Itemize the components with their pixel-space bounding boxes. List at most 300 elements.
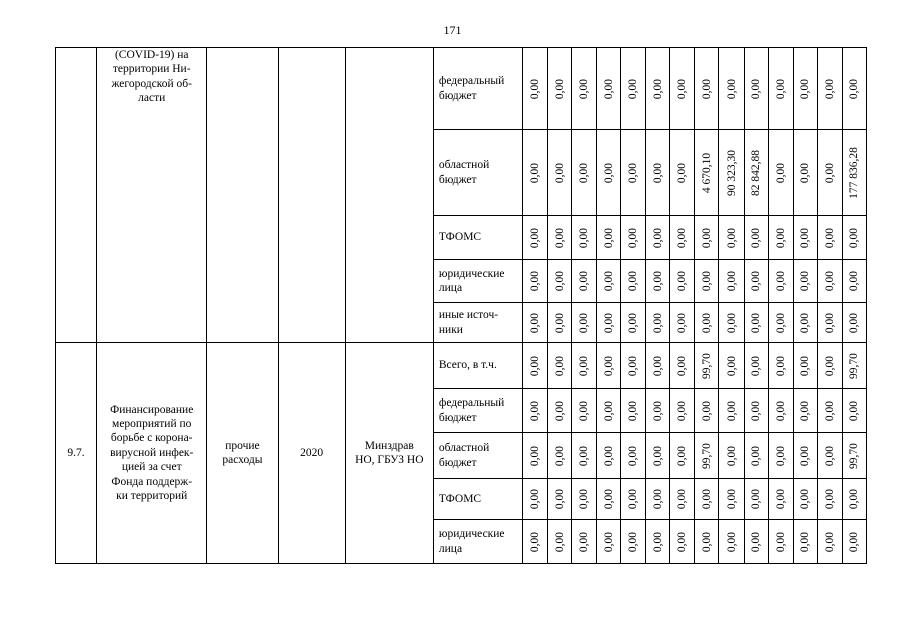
value-text: 0,00	[676, 162, 689, 183]
funding-source-cell: иные источ-ники	[433, 303, 522, 343]
row-number-cell: 9.7.	[56, 343, 97, 564]
value-cell	[597, 260, 621, 303]
value-cell	[646, 260, 670, 303]
value-text: 4 670,10	[700, 152, 713, 193]
value-cell	[597, 479, 621, 520]
value-cell	[695, 260, 719, 303]
value-cell	[523, 389, 548, 433]
value-text: 0,00	[528, 227, 541, 248]
value-cell	[646, 48, 670, 130]
value-cell	[842, 389, 866, 433]
value-text: 0,00	[774, 445, 787, 466]
value-cell	[719, 260, 744, 303]
value-cell	[646, 343, 670, 389]
value-cell	[572, 433, 597, 479]
value-cell	[744, 216, 768, 260]
value-text: 0,00	[700, 270, 713, 292]
value-cell	[793, 479, 817, 520]
value-text: 0,00	[651, 270, 664, 292]
value-cell	[719, 130, 744, 216]
table-row	[56, 343, 867, 389]
value-cell	[523, 343, 548, 389]
value-text: 0,00	[700, 78, 713, 99]
value-text: 0,00	[651, 78, 664, 99]
value-text: 0,00	[848, 270, 861, 292]
value-text: 0,00	[798, 78, 811, 99]
value-cell	[621, 433, 646, 479]
value-cell	[621, 520, 646, 564]
executor-cell	[345, 343, 433, 564]
value-text: 0,00	[651, 312, 664, 333]
value-text: 0,00	[602, 531, 615, 552]
executor-line: Минздрав	[364, 439, 414, 452]
value-cell	[768, 303, 793, 343]
measure-name-cell	[97, 343, 207, 564]
value-cell	[597, 389, 621, 433]
value-cell	[548, 216, 572, 260]
value-cell	[523, 48, 548, 130]
value-cell	[719, 48, 744, 130]
value-text: 0,00	[774, 270, 787, 292]
value-cell	[597, 520, 621, 564]
value-cell	[719, 389, 744, 433]
value-text: 0,00	[553, 270, 566, 292]
value-cell	[572, 48, 597, 130]
measure-name-line: ки территорий	[116, 489, 188, 502]
expense-type-line: прочие	[225, 439, 260, 452]
value-cell	[548, 130, 572, 216]
value-cell	[523, 260, 548, 303]
value-text: 0,00	[823, 488, 836, 510]
value-text: 0,00	[553, 488, 566, 510]
value-cell	[817, 520, 842, 564]
value-text: 0,00	[602, 78, 615, 99]
value-cell	[793, 48, 817, 130]
value-text: 0,00	[823, 162, 836, 183]
value-cell	[670, 520, 695, 564]
value-text: 0,00	[553, 400, 566, 421]
value-text: 0,00	[725, 531, 738, 552]
value-cell	[572, 260, 597, 303]
executor-line: НО, ГБУЗ НО	[355, 454, 424, 466]
measure-name-line: территории Ни-	[112, 63, 191, 76]
year-cell	[278, 48, 345, 343]
value-text: 0,00	[602, 227, 615, 248]
value-text: 0,00	[725, 400, 738, 421]
value-text: 0,00	[578, 445, 591, 466]
value-text: 0,00	[553, 227, 566, 248]
value-cell	[719, 343, 744, 389]
value-cell	[817, 479, 842, 520]
value-text: 0,00	[676, 355, 689, 376]
value-text: 0,00	[602, 400, 615, 421]
value-text: 0,00	[749, 531, 762, 552]
value-text: 0,00	[725, 488, 738, 510]
value-cell	[817, 260, 842, 303]
value-cell	[768, 130, 793, 216]
value-cell	[817, 130, 842, 216]
value-cell	[695, 48, 719, 130]
value-cell	[523, 130, 548, 216]
funding-source-cell: областной бюджет	[433, 130, 522, 216]
value-text: 0,00	[578, 400, 591, 421]
value-text: 0,00	[676, 445, 689, 466]
value-text: 0,00	[651, 162, 664, 183]
funding-source-cell: Всего, в т.ч.	[433, 343, 522, 389]
value-text: 0,00	[749, 227, 762, 248]
value-cell	[670, 389, 695, 433]
value-text: 0,00	[602, 445, 615, 466]
value-cell	[621, 260, 646, 303]
table-row	[56, 48, 867, 130]
value-cell	[621, 343, 646, 389]
value-text: 0,00	[823, 445, 836, 466]
measure-name-line: цией за счет	[121, 461, 182, 474]
value-text: 0,00	[528, 78, 541, 99]
value-text: 0,00	[627, 162, 640, 183]
value-cell	[548, 433, 572, 479]
value-text: 0,00	[578, 531, 591, 552]
value-cell	[572, 130, 597, 216]
value-text: 0,00	[602, 355, 615, 376]
value-text: 0,00	[627, 355, 640, 376]
value-text: 0,00	[602, 270, 615, 292]
row-number-cell	[56, 48, 97, 343]
value-text: 0,00	[627, 78, 640, 99]
value-text: 99,70	[848, 442, 861, 469]
value-text: 0,00	[823, 531, 836, 552]
value-cell	[842, 520, 866, 564]
value-text: 0,00	[749, 445, 762, 466]
value-text: 0,00	[749, 355, 762, 376]
value-cell	[744, 389, 768, 433]
value-cell	[744, 520, 768, 564]
measure-name-line: ласти	[138, 92, 166, 105]
value-text: 0,00	[774, 78, 787, 99]
funding-source-cell: юридические лица	[433, 260, 522, 303]
value-cell	[744, 48, 768, 130]
value-text: 0,00	[528, 531, 541, 552]
value-cell	[695, 130, 719, 216]
measure-name-line: мероприятий по	[112, 418, 192, 431]
value-text: 0,00	[749, 270, 762, 292]
value-cell	[842, 216, 866, 260]
value-cell	[523, 216, 548, 260]
value-cell	[842, 433, 866, 479]
value-cell	[768, 520, 793, 564]
value-text: 0,00	[578, 270, 591, 292]
value-cell	[646, 433, 670, 479]
value-cell	[793, 303, 817, 343]
value-cell	[621, 48, 646, 130]
value-cell	[548, 48, 572, 130]
value-cell	[597, 303, 621, 343]
value-cell	[768, 343, 793, 389]
value-text: 0,00	[848, 227, 861, 248]
value-text: 0,00	[676, 312, 689, 333]
value-cell	[670, 343, 695, 389]
value-text: 99,70	[848, 352, 861, 379]
value-text: 0,00	[848, 400, 861, 421]
value-cell	[572, 520, 597, 564]
value-cell	[817, 216, 842, 260]
measure-name-line: Финансирование	[110, 403, 194, 416]
value-cell	[793, 216, 817, 260]
funding-source-cell: областной бюджет	[433, 433, 522, 479]
value-text: 0,00	[798, 355, 811, 376]
value-text: 0,00	[553, 78, 566, 99]
value-cell	[548, 389, 572, 433]
value-cell	[695, 479, 719, 520]
value-text: 0,00	[651, 227, 664, 248]
financing-table	[55, 47, 867, 564]
value-cell	[695, 389, 719, 433]
value-cell	[597, 216, 621, 260]
value-text: 0,00	[700, 227, 713, 248]
expense-type-line: расходы	[222, 454, 263, 466]
value-text: 0,00	[676, 270, 689, 292]
value-text: 0,00	[725, 227, 738, 248]
value-cell	[572, 389, 597, 433]
value-text: 0,00	[798, 400, 811, 421]
value-cell	[621, 389, 646, 433]
value-text: 0,00	[553, 312, 566, 333]
value-text: 0,00	[627, 270, 640, 292]
value-cell	[793, 343, 817, 389]
value-text: 0,00	[700, 312, 713, 333]
value-text: 0,00	[578, 488, 591, 510]
value-text: 0,00	[578, 78, 591, 99]
funding-source-cell: ТФОМС	[433, 479, 522, 520]
value-cell	[646, 216, 670, 260]
value-cell	[548, 520, 572, 564]
value-text: 0,00	[749, 312, 762, 333]
funding-source-cell: федеральный бюджет	[433, 389, 522, 433]
value-text: 0,00	[725, 355, 738, 376]
value-cell	[621, 130, 646, 216]
value-cell	[768, 216, 793, 260]
value-text: 0,00	[848, 312, 861, 333]
value-cell	[621, 303, 646, 343]
value-text: 0,00	[848, 488, 861, 510]
value-cell	[744, 303, 768, 343]
value-text: 0,00	[823, 227, 836, 248]
expense-type-cell	[207, 343, 278, 564]
value-cell	[744, 479, 768, 520]
value-cell	[621, 216, 646, 260]
value-cell	[695, 343, 719, 389]
value-text: 0,00	[528, 270, 541, 292]
value-text: 99,70	[700, 442, 713, 469]
value-text: 90 323,30	[725, 149, 738, 196]
value-cell	[670, 216, 695, 260]
value-cell	[695, 216, 719, 260]
value-text: 0,00	[823, 400, 836, 421]
value-cell	[670, 130, 695, 216]
value-cell	[597, 433, 621, 479]
value-text: 0,00	[676, 531, 689, 552]
value-text: 0,00	[528, 445, 541, 466]
value-text: 0,00	[553, 531, 566, 552]
value-cell	[621, 479, 646, 520]
value-cell	[719, 303, 744, 343]
value-cell	[768, 260, 793, 303]
value-cell	[597, 343, 621, 389]
value-cell	[646, 520, 670, 564]
value-cell	[793, 433, 817, 479]
value-cell	[719, 520, 744, 564]
value-text: 0,00	[823, 312, 836, 333]
value-text: 0,00	[676, 488, 689, 510]
value-text: 0,00	[651, 488, 664, 510]
value-cell	[719, 479, 744, 520]
funding-source-cell: юридические лица	[433, 520, 522, 564]
value-cell	[842, 343, 866, 389]
value-cell	[842, 48, 866, 130]
value-text: 0,00	[798, 162, 811, 183]
measure-name-line: вирусной инфек-	[110, 446, 194, 459]
value-cell	[768, 479, 793, 520]
value-cell	[842, 303, 866, 343]
value-text: 0,00	[676, 400, 689, 421]
value-cell	[523, 303, 548, 343]
executor-cell	[345, 48, 433, 343]
value-text: 0,00	[774, 355, 787, 376]
value-text: 0,00	[553, 355, 566, 376]
value-cell	[768, 389, 793, 433]
value-text: 0,00	[553, 445, 566, 466]
value-cell	[597, 48, 621, 130]
value-text: 0,00	[848, 78, 861, 99]
value-text: 0,00	[528, 400, 541, 421]
value-text: 0,00	[823, 355, 836, 376]
value-text: 0,00	[798, 445, 811, 466]
value-text: 99,70	[700, 352, 713, 379]
value-text: 0,00	[725, 270, 738, 292]
value-cell	[646, 130, 670, 216]
value-text: 0,00	[651, 445, 664, 466]
value-text: 0,00	[700, 400, 713, 421]
value-cell	[572, 343, 597, 389]
value-text: 0,00	[627, 312, 640, 333]
value-cell	[719, 433, 744, 479]
value-text: 0,00	[823, 78, 836, 99]
value-cell	[572, 216, 597, 260]
value-text: 0,00	[651, 400, 664, 421]
value-text: 0,00	[627, 488, 640, 510]
measure-name-line: жегородской об-	[111, 77, 192, 90]
value-cell	[646, 389, 670, 433]
value-text: 0,00	[798, 227, 811, 248]
value-text: 0,00	[725, 78, 738, 99]
value-text: 0,00	[774, 531, 787, 552]
value-text: 0,00	[798, 488, 811, 510]
value-text: 0,00	[578, 355, 591, 376]
value-text: 0,00	[676, 227, 689, 248]
value-cell	[817, 48, 842, 130]
value-text: 0,00	[553, 162, 566, 183]
value-cell	[670, 303, 695, 343]
table-body	[56, 48, 867, 564]
value-cell	[768, 433, 793, 479]
value-text: 0,00	[774, 227, 787, 248]
value-cell	[695, 520, 719, 564]
value-text: 0,00	[578, 162, 591, 183]
value-text: 0,00	[528, 355, 541, 376]
value-cell	[646, 303, 670, 343]
value-text: 0,00	[823, 270, 836, 292]
value-text: 0,00	[749, 78, 762, 99]
value-text: 0,00	[602, 162, 615, 183]
value-text: 0,00	[528, 312, 541, 333]
value-text: 0,00	[578, 312, 591, 333]
funding-source-cell: федеральный бюджет	[433, 48, 522, 130]
value-text: 0,00	[528, 162, 541, 183]
value-cell	[768, 48, 793, 130]
value-text: 0,00	[700, 488, 713, 510]
value-cell	[744, 343, 768, 389]
value-text: 0,00	[602, 488, 615, 510]
value-cell	[523, 433, 548, 479]
value-text: 0,00	[700, 531, 713, 552]
measure-name-line: борьбе с корона-	[110, 432, 193, 445]
value-text: 0,00	[528, 488, 541, 510]
value-text: 0,00	[798, 531, 811, 552]
year-cell: 2020	[278, 343, 345, 564]
value-cell	[744, 260, 768, 303]
value-cell	[744, 433, 768, 479]
value-cell	[523, 520, 548, 564]
funding-source-cell: ТФОМС	[433, 216, 522, 260]
value-cell	[670, 260, 695, 303]
value-text: 0,00	[774, 400, 787, 421]
value-text: 0,00	[749, 400, 762, 421]
value-cell	[523, 479, 548, 520]
value-cell	[597, 130, 621, 216]
value-cell	[670, 433, 695, 479]
value-cell	[842, 260, 866, 303]
value-text: 0,00	[676, 78, 689, 99]
value-cell	[670, 48, 695, 130]
value-text: 0,00	[602, 312, 615, 333]
value-text: 0,00	[627, 531, 640, 552]
value-cell	[817, 389, 842, 433]
value-text: 0,00	[749, 488, 762, 510]
value-text: 0,00	[627, 227, 640, 248]
value-text: 0,00	[725, 312, 738, 333]
value-text: 0,00	[774, 162, 787, 183]
value-cell	[744, 130, 768, 216]
value-text: 82 842,88	[749, 149, 762, 196]
value-text: 0,00	[578, 227, 591, 248]
value-text: 0,00	[774, 488, 787, 510]
value-cell	[548, 260, 572, 303]
measure-name-cell	[97, 48, 207, 343]
value-text: 0,00	[798, 312, 811, 333]
value-cell	[842, 130, 866, 216]
value-cell	[548, 479, 572, 520]
value-cell	[793, 130, 817, 216]
value-cell	[793, 389, 817, 433]
value-text: 0,00	[848, 531, 861, 552]
value-cell	[719, 216, 744, 260]
value-cell	[793, 260, 817, 303]
value-cell	[695, 303, 719, 343]
value-cell	[646, 479, 670, 520]
value-text: 0,00	[798, 270, 811, 292]
expense-type-cell	[207, 48, 278, 343]
value-cell	[572, 303, 597, 343]
